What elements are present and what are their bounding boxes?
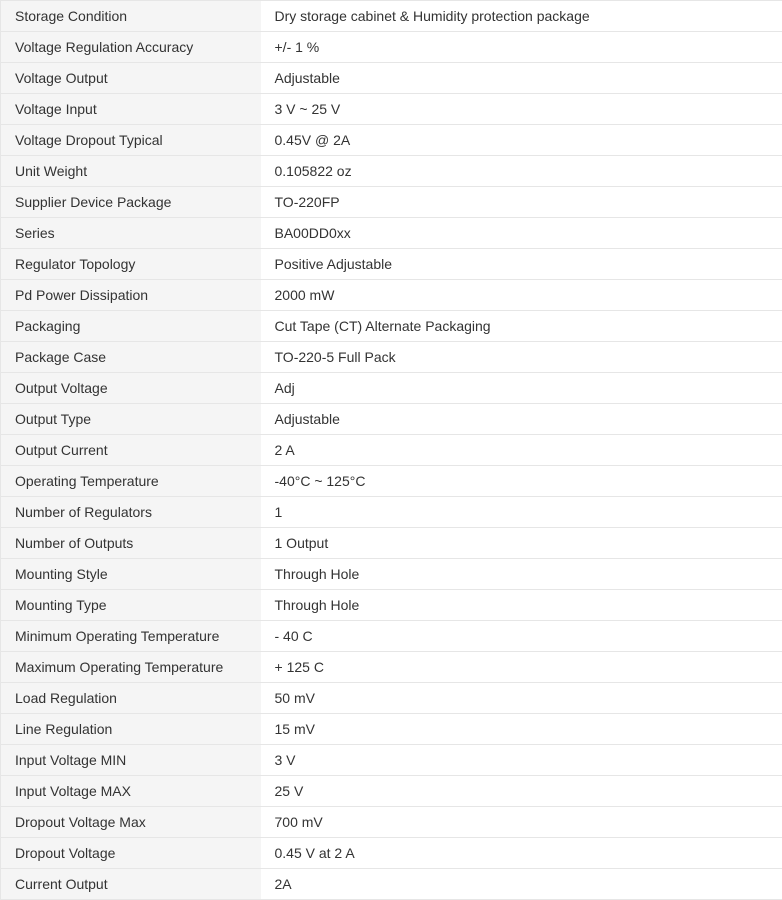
spec-value: Adj — [261, 373, 782, 404]
spec-value: 2A — [261, 869, 782, 900]
spec-row — [1, 125, 782, 156]
spec-label: Number of Regulators — [1, 497, 261, 528]
spec-row — [1, 187, 782, 218]
spec-label: Voltage Dropout Typical — [1, 125, 261, 156]
spec-value: 1 — [261, 497, 782, 528]
spec-row — [1, 838, 782, 869]
spec-value: 0.45V @ 2A — [261, 125, 782, 156]
spec-label: Input Voltage MAX — [1, 776, 261, 807]
spec-label: Series — [1, 218, 261, 249]
spec-value: 0.45 V at 2 A — [261, 838, 782, 869]
spec-label: Operating Temperature — [1, 466, 261, 497]
spec-label: Output Voltage — [1, 373, 261, 404]
spec-label: Regulator Topology — [1, 249, 261, 280]
spec-label: Input Voltage MIN — [1, 745, 261, 776]
spec-label: Mounting Style — [1, 559, 261, 590]
spec-row — [1, 342, 782, 373]
spec-label: Dropout Voltage Max — [1, 807, 261, 838]
spec-value: 0.105822 oz — [261, 156, 782, 187]
spec-row — [1, 466, 782, 497]
spec-row — [1, 249, 782, 280]
spec-value: Adjustable — [261, 63, 782, 94]
spec-row — [1, 435, 782, 466]
spec-value: 3 V — [261, 745, 782, 776]
spec-value: -40°C ~ 125°C — [261, 466, 782, 497]
spec-label: Voltage Input — [1, 94, 261, 125]
spec-label: Unit Weight — [1, 156, 261, 187]
spec-value: Through Hole — [261, 590, 782, 621]
spec-row — [1, 714, 782, 745]
spec-value: Through Hole — [261, 559, 782, 590]
spec-value: 700 mV — [261, 807, 782, 838]
spec-row — [1, 156, 782, 187]
spec-label: Pd Power Dissipation — [1, 280, 261, 311]
spec-row — [1, 776, 782, 807]
spec-value: Positive Adjustable — [261, 249, 782, 280]
spec-label: Line Regulation — [1, 714, 261, 745]
spec-table-body — [1, 1, 782, 900]
spec-label: Output Type — [1, 404, 261, 435]
spec-row — [1, 621, 782, 652]
spec-row — [1, 497, 782, 528]
spec-value: 15 mV — [261, 714, 782, 745]
spec-label: Storage Condition — [1, 1, 261, 32]
spec-label: Dropout Voltage — [1, 838, 261, 869]
spec-value: 2 A — [261, 435, 782, 466]
spec-row — [1, 32, 782, 63]
spec-value: TO-220-5 Full Pack — [261, 342, 782, 373]
spec-row — [1, 63, 782, 94]
spec-row — [1, 528, 782, 559]
spec-value: 3 V ~ 25 V — [261, 94, 782, 125]
spec-label: Output Current — [1, 435, 261, 466]
spec-label: Minimum Operating Temperature — [1, 621, 261, 652]
spec-row — [1, 683, 782, 714]
spec-value: Adjustable — [261, 404, 782, 435]
spec-value: +/- 1 % — [261, 32, 782, 63]
spec-label: Number of Outputs — [1, 528, 261, 559]
spec-value: - 40 C — [261, 621, 782, 652]
spec-label: Maximum Operating Temperature — [1, 652, 261, 683]
spec-value: TO-220FP — [261, 187, 782, 218]
spec-label: Load Regulation — [1, 683, 261, 714]
spec-row — [1, 1, 782, 32]
spec-label: Mounting Type — [1, 590, 261, 621]
spec-value: + 125 C — [261, 652, 782, 683]
spec-row — [1, 559, 782, 590]
spec-row — [1, 404, 782, 435]
spec-label: Voltage Output — [1, 63, 261, 94]
spec-label: Voltage Regulation Accuracy — [1, 32, 261, 63]
spec-value: 50 mV — [261, 683, 782, 714]
spec-row — [1, 94, 782, 125]
spec-row — [1, 807, 782, 838]
spec-row — [1, 311, 782, 342]
spec-label: Supplier Device Package — [1, 187, 261, 218]
spec-row — [1, 590, 782, 621]
spec-row — [1, 745, 782, 776]
spec-label: Package Case — [1, 342, 261, 373]
spec-value: Cut Tape (CT) Alternate Packaging — [261, 311, 782, 342]
spec-value: 1 Output — [261, 528, 782, 559]
spec-label: Current Output — [1, 869, 261, 900]
spec-label: Packaging — [1, 311, 261, 342]
spec-row — [1, 218, 782, 249]
spec-row — [1, 373, 782, 404]
spec-value: BA00DD0xx — [261, 218, 782, 249]
spec-value: 25 V — [261, 776, 782, 807]
spec-row — [1, 280, 782, 311]
spec-value: Dry storage cabinet & Humidity protection package — [261, 1, 782, 32]
spec-value: 2000 mW — [261, 280, 782, 311]
spec-row — [1, 652, 782, 683]
spec-row — [1, 869, 782, 900]
